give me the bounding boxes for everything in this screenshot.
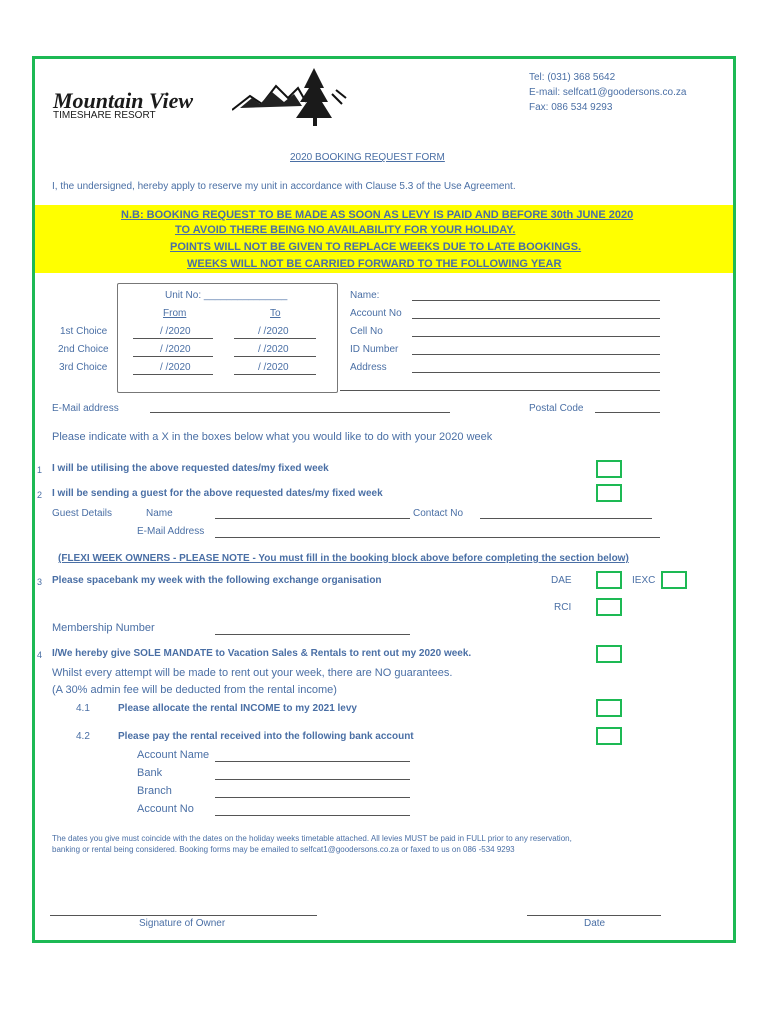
- address-input-line[interactable]: [412, 372, 660, 373]
- membership-input-line[interactable]: [215, 634, 410, 635]
- guest-name-label: Name: [146, 508, 173, 519]
- name-input-line[interactable]: [412, 300, 660, 301]
- form-title: 2020 BOOKING REQUEST FORM: [290, 152, 445, 163]
- option-3-text: Please spacebank my week with the following exchange organisation: [52, 575, 382, 586]
- signature-line[interactable]: [50, 915, 317, 916]
- guest-email-label: E-Mail Address: [137, 526, 205, 537]
- dae-label: DAE: [551, 575, 572, 586]
- choice-to-line: [234, 356, 316, 357]
- choice-from[interactable]: / /2020: [160, 344, 191, 355]
- footer-note-1: The dates you give must coincide with the dates on the holiday weeks timetable attached. All levies MUST be paid in FULL prior to any reservation,: [52, 834, 572, 843]
- option-4-1-number: 4.1: [76, 703, 90, 714]
- choice-to[interactable]: / /2020: [258, 362, 289, 373]
- option-1-checkbox[interactable]: [596, 460, 622, 478]
- rci-label: RCI: [554, 602, 572, 613]
- membership-label: Membership Number: [52, 622, 155, 634]
- email: E-mail: selfcat1@goodersons.co.za: [529, 87, 687, 98]
- option-4-2-text: Please pay the rental received into the following bank account: [118, 731, 414, 742]
- address-input-line-2[interactable]: [340, 390, 660, 391]
- choice-label: 3rd Choice: [59, 362, 108, 373]
- footer-note-2: banking or rental being considered. Booking forms may be emailed to selfcat1@goodersons.co.za or faxed to us on 086 -534 9293: [52, 845, 515, 854]
- option-4-checkbox[interactable]: [596, 645, 622, 663]
- logo-name: Mountain View: [53, 88, 194, 113]
- option-number: 4: [37, 650, 43, 660]
- notice-line-4: WEEKS WILL NOT BE CARRIED FORWARD TO THE FOLLOWING YEAR: [187, 258, 562, 270]
- email-address-input-line[interactable]: [150, 412, 450, 413]
- option-number: 2: [37, 490, 43, 500]
- option-number: 1: [37, 465, 43, 475]
- date-line[interactable]: [527, 915, 661, 916]
- choice-to-line: [234, 338, 316, 339]
- guest-contact-label: Contact No: [413, 508, 464, 519]
- iexc-checkbox[interactable]: [661, 571, 687, 589]
- address-label: Address: [350, 362, 387, 373]
- cell-no-input-line[interactable]: [412, 336, 660, 337]
- from-header: From: [163, 308, 187, 319]
- date-label: Date: [584, 918, 606, 929]
- choice-from[interactable]: / /2020: [160, 362, 191, 373]
- mountain-tree-logo-icon: [232, 68, 352, 130]
- postal-code-label: Postal Code: [529, 403, 584, 414]
- logo-subtitle: TIMESHARE RESORT: [53, 110, 156, 121]
- option-1-text: I will be utilising the above requested dates/my fixed week: [52, 463, 329, 474]
- guest-details-label: Guest Details: [52, 508, 113, 519]
- postal-code-input-line[interactable]: [595, 412, 660, 413]
- rci-checkbox[interactable]: [596, 598, 622, 616]
- option-4-2-number: 4.2: [76, 731, 90, 742]
- account-no-label: Account No: [350, 308, 402, 319]
- choice-to[interactable]: / /2020: [258, 344, 289, 355]
- account-no-input-line[interactable]: [412, 318, 660, 319]
- bank-input-line[interactable]: [215, 779, 410, 780]
- unit-no-field[interactable]: Unit No: _______________: [165, 290, 288, 301]
- name-label: Name:: [350, 290, 380, 301]
- option-number: 3: [37, 577, 43, 587]
- cell-no-label: Cell No: [350, 326, 383, 337]
- intro-text: I, the undersigned, hereby apply to reserve my unit in accordance with Clause 5.3 of the Use Agreement.: [52, 181, 516, 192]
- option-4-1-text: Please allocate the rental INCOME to my 2021 levy: [118, 703, 357, 714]
- option-4-text: I/We hereby give SOLE MANDATE to Vacation Sales & Rentals to rent out my 2020 week.: [52, 648, 472, 659]
- id-number-input-line[interactable]: [412, 354, 660, 355]
- notice-line-2: TO AVOID THERE BEING NO AVAILABILITY FOR YOUR HOLIDAY.: [175, 224, 516, 236]
- notice-line-3: POINTS WILL NOT BE GIVEN TO REPLACE WEEKS DUE TO LATE BOOKINGS.: [170, 241, 582, 253]
- id-number-label: ID Number: [350, 344, 399, 355]
- guest-contact-input-line[interactable]: [480, 518, 652, 519]
- iexc-label: IEXC: [632, 575, 656, 586]
- to-header: To: [270, 308, 281, 319]
- option-4-2-checkbox[interactable]: [596, 727, 622, 745]
- choice-to[interactable]: / /2020: [258, 326, 289, 337]
- bank-account-no-input-line[interactable]: [215, 815, 410, 816]
- email-address-label: E-Mail address: [52, 403, 119, 414]
- bank-field-label: Account Name: [137, 749, 210, 761]
- fax: Fax: 086 534 9293: [529, 102, 613, 113]
- flexi-note: (FLEXI WEEK OWNERS - PLEASE NOTE - You must fill in the booking block above before completing the section below): [58, 553, 629, 564]
- bank-field-label: Account No: [137, 803, 194, 815]
- choice-from-line: [133, 374, 213, 375]
- choice-to-line: [234, 374, 316, 375]
- choice-label: 2nd Choice: [58, 344, 109, 355]
- branch-input-line[interactable]: [215, 797, 410, 798]
- option-4-note-1: Whilst every attempt will be made to rent out your week, there are NO guarantees.: [52, 667, 453, 679]
- option-2-checkbox[interactable]: [596, 484, 622, 502]
- dae-checkbox[interactable]: [596, 571, 622, 589]
- choice-from-line: [133, 338, 213, 339]
- notice-line-1: N.B: BOOKING REQUEST TO BE MADE AS SOON AS LEVY IS PAID AND BEFORE 30th JUNE 2020: [121, 209, 634, 221]
- choice-from-line: [133, 356, 213, 357]
- guest-name-input-line[interactable]: [215, 518, 410, 519]
- account-name-input-line[interactable]: [215, 761, 410, 762]
- indicate-instructions: Please indicate with a X in the boxes below what you would like to do with your 2020 week: [52, 431, 493, 443]
- option-4-note-2: (A 30% admin fee will be deducted from the rental income): [52, 684, 337, 696]
- bank-field-label: Branch: [137, 785, 172, 797]
- bank-field-label: Bank: [137, 767, 163, 779]
- choice-label: 1st Choice: [60, 326, 108, 337]
- signature-label: Signature of Owner: [139, 918, 226, 929]
- tel: Tel: (031) 368 5642: [529, 72, 616, 83]
- option-2-text: I will be sending a guest for the above requested dates/my fixed week: [52, 488, 383, 499]
- guest-email-input-line[interactable]: [215, 537, 660, 538]
- choice-from[interactable]: / /2020: [160, 326, 191, 337]
- option-4-1-checkbox[interactable]: [596, 699, 622, 717]
